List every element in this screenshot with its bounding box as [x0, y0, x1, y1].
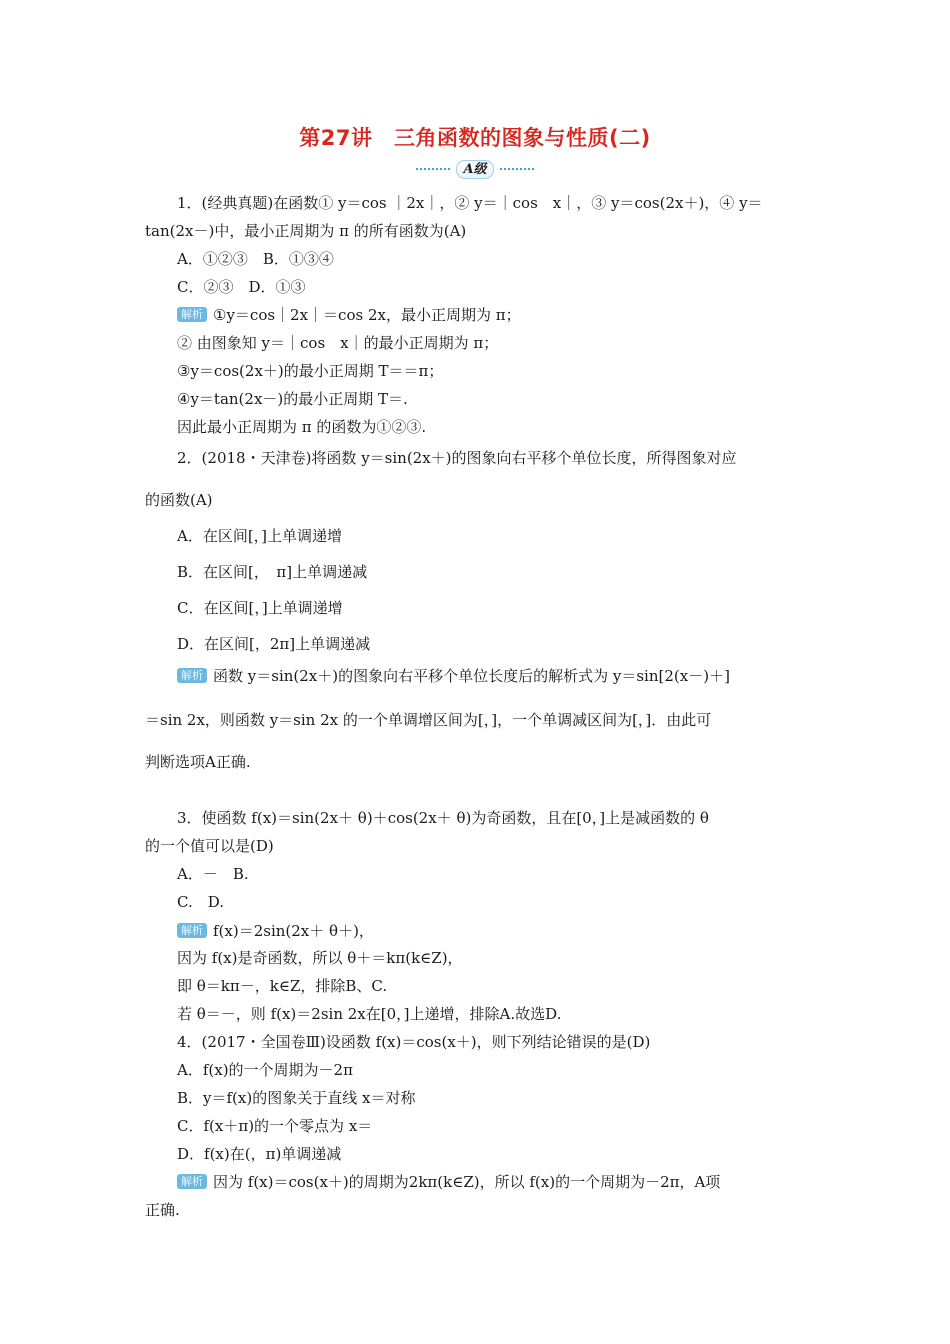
problem-3-line-1: 3．使函数 f(x)＝sin(2x＋ θ)＋cos(2x＋ θ)为奇函数，且在[0，]上是减函数的 θ	[177, 809, 709, 827]
problem-2-analysis-1	[177, 666, 839, 686]
problem-2-line-2: 的函数(A)	[145, 491, 213, 509]
problem-3-analysis-3: 即 θ＝kπ－，k∈Z，排除B、C.	[177, 977, 388, 995]
analysis-text: 因为 f(x)＝cos(x＋)的周期为2kπ(k∈Z)，所以 f(x)的一个周期为－2π，A项	[213, 1173, 721, 1191]
problem-1-options-ab: A．①②③ B．①③④	[177, 250, 334, 268]
problem-4-option-c: C．f(x＋π)的一个零点为 x＝	[177, 1117, 373, 1135]
problem-1-analysis-3: ③y＝cos(2x＋)的最小正周期 T＝＝π；	[177, 362, 444, 380]
level-marker	[0, 160, 950, 179]
problem-4-option-a: A．f(x)的一个周期为－2π	[177, 1061, 353, 1079]
problem-1-analysis-5: 因此最小正周期为 π 的函数为①②③.	[177, 418, 427, 436]
problem-2-option-c: C．在区间[，]上单调递增	[177, 599, 343, 617]
problem-2-option-b: B．在区间[， π]上单调递减	[177, 563, 368, 581]
problem-4-analysis-2: 正确.	[145, 1201, 180, 1219]
problem-3-options-cd: C. D.	[177, 893, 224, 911]
dotted-divider-right	[500, 168, 534, 172]
problem-2-line-1: 2．(2018・天津卷)将函数 y＝sin(2x＋)的图象向右平移个单位长度，所得图象对应	[177, 449, 737, 467]
level-badge: A级	[456, 160, 493, 179]
problem-3-analysis-1	[177, 921, 839, 941]
problem-1-options-cd: C．②③ D．①③	[177, 278, 306, 296]
analysis-tag: 解析	[177, 1174, 207, 1189]
problem-4-option-d: D．f(x)在(，π)单调递减	[177, 1145, 342, 1163]
problem-3-line-2: 的一个值可以是(D)	[145, 837, 274, 855]
problem-2-analysis-3: 判断选项A正确.	[145, 753, 251, 771]
problem-1-analysis-2: ② 由图象知 y＝｜cos x｜的最小正周期为 π；	[177, 334, 499, 352]
page-title: 第27讲 三角函数的图象与性质(二)	[299, 126, 651, 150]
problem-4-analysis-1	[177, 1172, 839, 1192]
problem-4-line-1: 4．(2017・全国卷Ⅲ)设函数 f(x)＝cos(x＋)，则下列结论错误的是(D)	[177, 1033, 651, 1051]
analysis-text: ①y＝cos｜2x｜＝cos 2x，最小正周期为 π；	[213, 306, 521, 324]
problem-3-analysis-4: 若 θ＝－，则 f(x)＝2sin 2x在[0，]上递增，排除A.故选D.	[177, 1005, 562, 1023]
analysis-tag: 解析	[177, 307, 207, 322]
dotted-divider-left	[416, 168, 450, 172]
problem-1-analysis-1	[177, 305, 839, 325]
problem-2-analysis-2: ＝sin 2x，则函数 y＝sin 2x 的一个单调增区间为[，]，一个单调减区间为[，]．由此可	[145, 711, 712, 729]
problem-3-options-ab: A．－ B.	[177, 865, 249, 883]
problem-3-analysis-2: 因为 f(x)是奇函数，所以 θ＋＝kπ(k∈Z)，	[177, 949, 463, 967]
analysis-tag: 解析	[177, 668, 207, 683]
problem-2-option-a: A．在区间[，]上单调递增	[177, 527, 343, 545]
problem-1-analysis-4: ④y＝tan(2x－)的最小正周期 T＝.	[177, 390, 408, 408]
problem-2-option-d: D．在区间[，2π]上单调递减	[177, 635, 371, 653]
problem-1-line-1: 1．(经典真题)在函数① y＝cos ｜2x｜，② y＝｜cos x｜，③ y＝cos(2x＋)，④ y＝	[177, 194, 763, 212]
analysis-text: f(x)＝2sin(2x＋ θ＋)，	[213, 922, 374, 940]
analysis-tag: 解析	[177, 923, 207, 938]
analysis-text: 函数 y＝sin(2x＋)的图象向右平移个单位长度后的解析式为 y＝sin[2(x－)＋]	[213, 667, 730, 685]
problem-4-option-b: B．y＝f(x)的图象关于直线 x＝对称	[177, 1089, 416, 1107]
problem-1-line-2: tan(2x－)中，最小正周期为 π 的所有函数为(A)	[145, 222, 467, 240]
